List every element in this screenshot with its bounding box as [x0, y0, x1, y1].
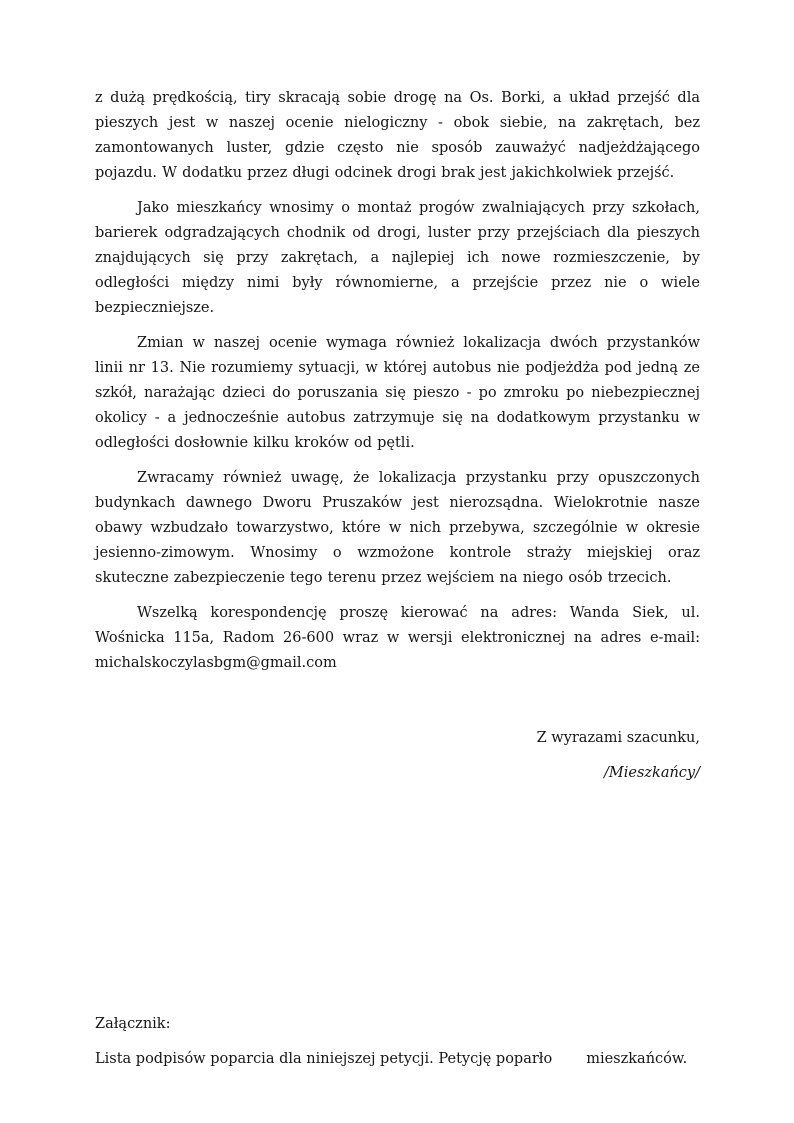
body-paragraph-1: z dużą prędkością, tiry skracają sobie drogę na Os. Borki, a układ przejść dla pieszych jest w naszej ocenie nielogiczny - obok siebie, na zakrętach, bez zamontowanych luster, gdzie często nie sposób zauważyć nadjeżdżającego pojazdu. W dodatku przez długi odcinek drogi brak jest jakichkolwiek przejść. — [95, 90, 700, 181]
attachment-section — [95, 1012, 700, 1072]
body-paragraph-5-correspondence-address: Wszelką korespondencję proszę kierować na adres: Wanda Siek, ul. Wośnicka 115a, Radom 26-600 wraz w wersji elektronicznej na adres e-mail: michalskoczylasbgm@gmail.com — [95, 605, 700, 671]
body-paragraph-2: Jako mieszkańcy wnosimy o montaż progów zwalniających przy szkołach, barierek odgradzających chodnik od drogi, luster przy przejściach dla pieszych znajdujących się przy zakrętach, a najlepiej ich nowe rozmieszczenie, by odległości między nimi były równomierne, a przejście przez nie o wiele bezpieczniejsze. — [95, 200, 700, 316]
closing-salutation: Z wyrazami szacunku, — [536, 730, 700, 746]
body-paragraph-3: Zmian w naszej ocenie wymaga również lokalizacja dwóch przystanków linii nr 13. Nie rozumiemy sytuacji, w której autobus nie podjeżdża pod jedną ze szkół, narażając dzieci do poruszania się pieszo - po zmroku po niebezpiecznej okolicy - a jednocześnie autobus zatrzymuje się na dodatkowym przystanku w odległości dosłownie kilku kroków od pętli. — [95, 335, 700, 451]
attachment-heading: Załącznik: — [95, 1016, 171, 1032]
supporter-count-blank — [552, 1062, 586, 1063]
attachment-line — [95, 1047, 700, 1072]
signature-text: /Mieszkańcy/ — [604, 765, 700, 781]
body-paragraph-4: Zwracamy również uwagę, że lokalizacja przystanku przy opuszczonych budynkach dawnego Dworu Pruszaków jest nierozsądna. Wielokrotnie nasze obawy wzbudzało towarzystwo, które w nich przebywa, szczególnie w okresie jesienno-zimowym. Wnosimy o wzmożone kontrole straży miejskiej oraz skuteczne zabezpieczenie tego terenu przez wejściem na niego osób trzecich. — [95, 470, 700, 586]
attachment-text-after-blank: mieszkańców. — [586, 1051, 688, 1067]
closing-block — [95, 726, 700, 786]
letter-body — [95, 86, 700, 1072]
attachment-text-before-blank: Lista podpisów poparcia dla niniejszej petycji. Petycję poparło — [95, 1051, 553, 1067]
